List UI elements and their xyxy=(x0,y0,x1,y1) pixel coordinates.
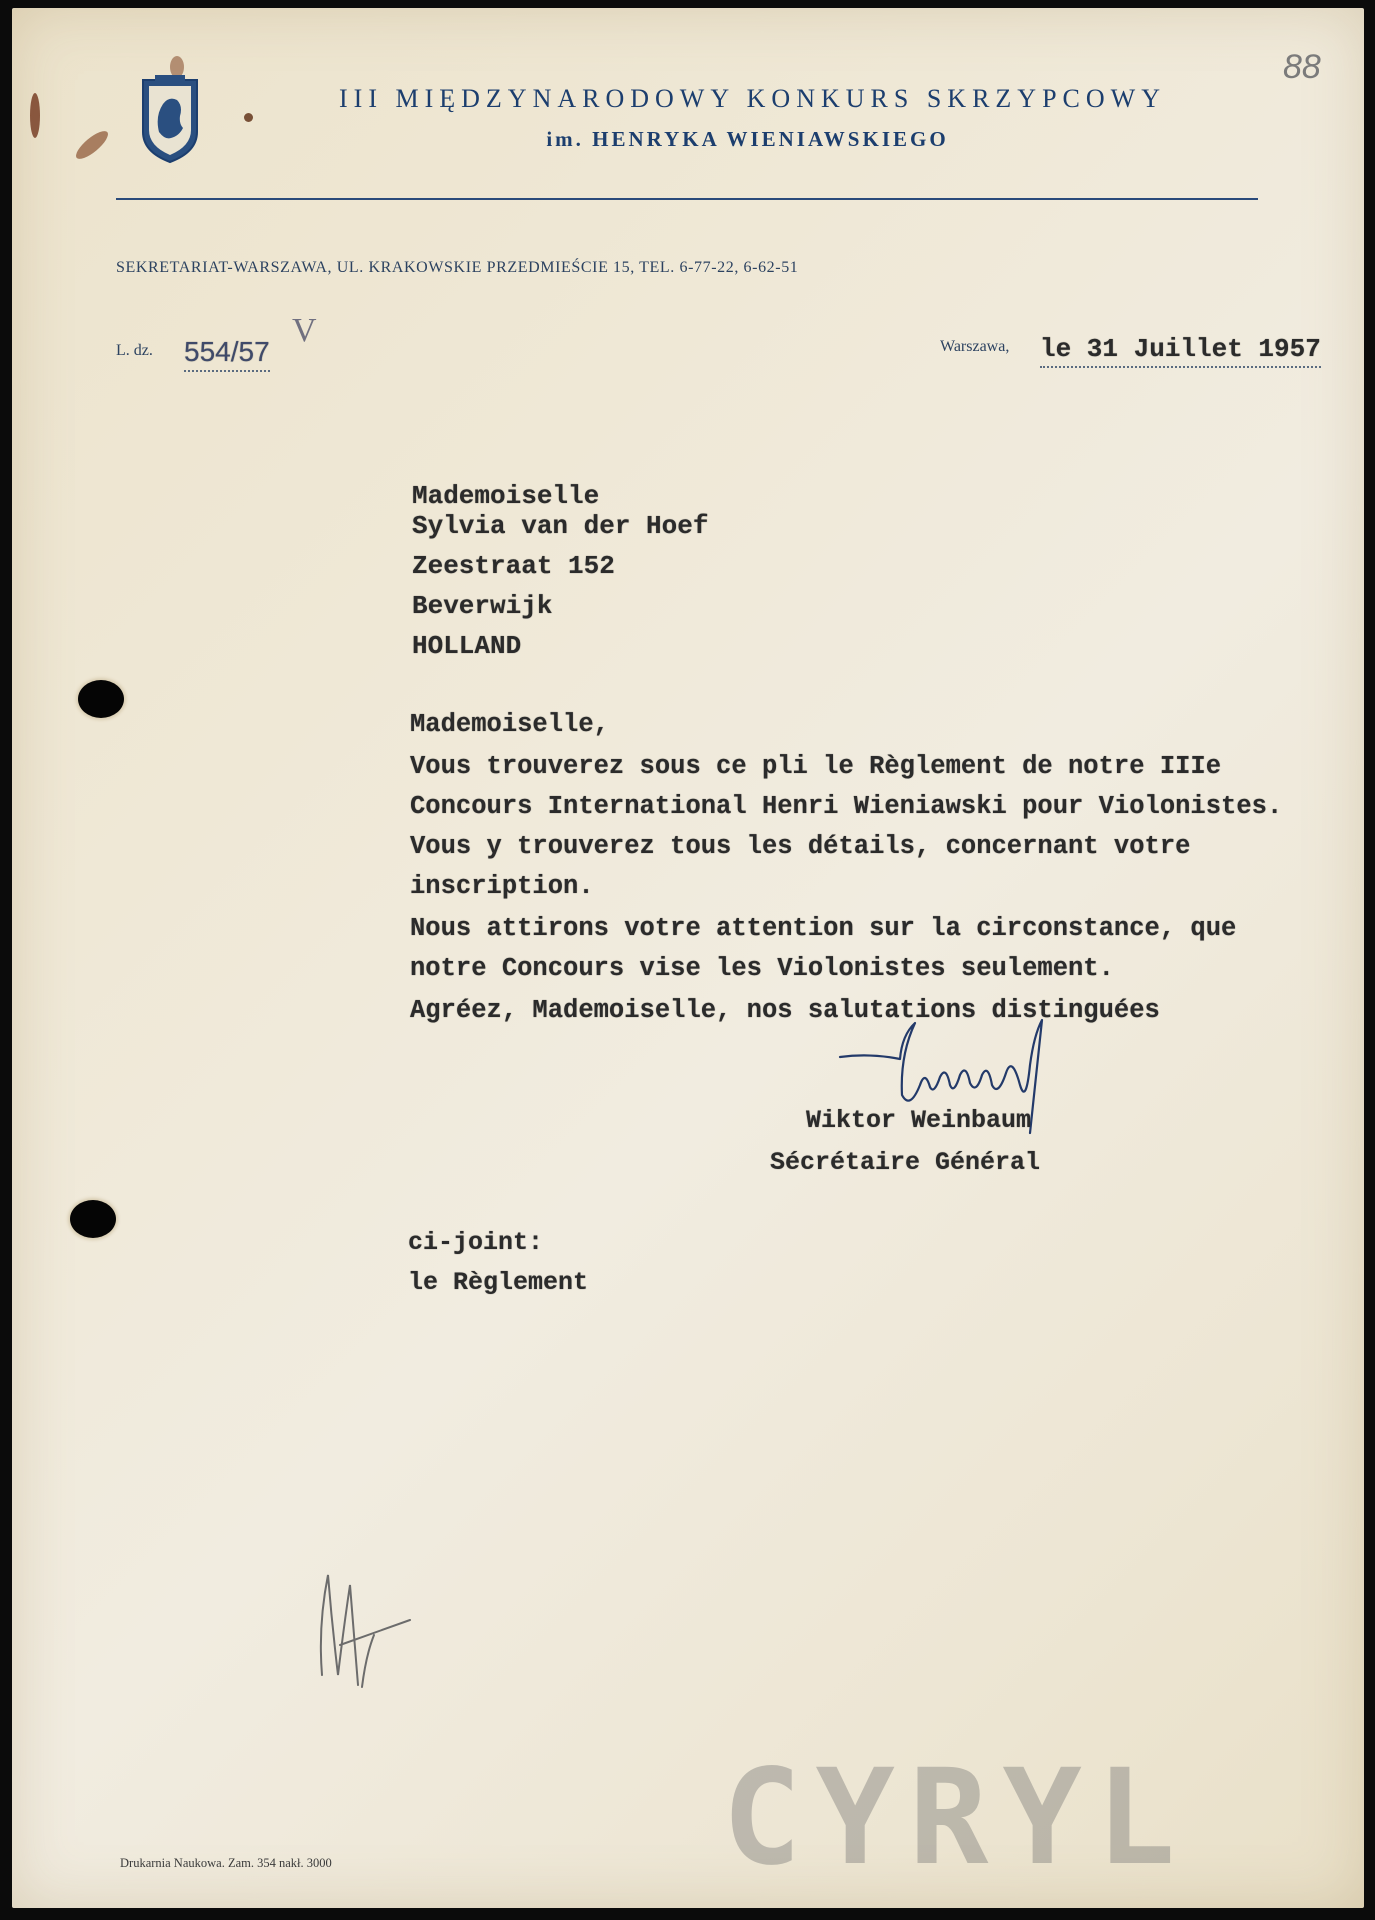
letter-line: Agréez, Mademoiselle, nos salutations distinguées xyxy=(410,996,1160,1025)
recipient-country: HOLLAND xyxy=(412,631,522,661)
contest-title: III MIĘDZYNARODOWY KONKURS SKRZYPCOWY xyxy=(339,84,1166,113)
header-divider xyxy=(116,198,1258,200)
reference-label: L. dz. xyxy=(116,342,153,359)
pencil-initials xyxy=(310,1565,430,1705)
dateline-date: le 31 Juillet 1957 xyxy=(1040,334,1321,368)
reference-number: 554/57 xyxy=(184,336,270,372)
enclosure-label: ci-joint: xyxy=(408,1228,544,1257)
recipient-name: Sylvia van der Hoef xyxy=(412,511,709,541)
punch-hole xyxy=(78,680,124,718)
page-number: 88 xyxy=(1283,48,1321,86)
cyryl-watermark: CYRYL xyxy=(722,1741,1190,1895)
letter-line: notre Concours vise les Violonistes seulement. xyxy=(410,954,1114,983)
punch-hole xyxy=(70,1200,116,1238)
letter-salutation: Mademoiselle, xyxy=(410,710,609,739)
rust-stain xyxy=(244,113,253,122)
contest-subtitle: im. HENRYKA WIENIAWSKIEGO xyxy=(546,127,949,151)
secretariat-address: SEKRETARIAT-WARSZAWA, UL. KRAKOWSKIE PRZEDMIEŚCIE 15, TEL. 6-77-22, 6-62-51 xyxy=(116,259,799,276)
signatory-name: Wiktor Weinbaum xyxy=(806,1106,1032,1135)
recipient-city: Beverwijk xyxy=(412,591,553,621)
letter-line: inscription. xyxy=(410,872,594,901)
letter-line: Vous trouverez sous ce pli le Règlement de notre IIIe xyxy=(410,752,1222,781)
dateline-place: Warszawa, xyxy=(940,338,1010,355)
signatory-title: Sécrétaire Général xyxy=(770,1148,1041,1177)
enclosure-item: le Règlement xyxy=(408,1268,589,1297)
letter-line: Vous y trouverez tous les détails, concernant votre xyxy=(410,832,1191,861)
printer-imprint: Drukarnia Naukowa. Zam. 354 nakł. 3000 xyxy=(120,1856,332,1870)
letter-line: Nous attirons votre attention sur la circonstance, que xyxy=(410,914,1237,943)
check-mark: V xyxy=(292,312,317,349)
recipient-street: Zeestraat 152 xyxy=(412,551,615,581)
letter-line: Concours International Henri Wieniawski pour Violonistes. xyxy=(410,792,1283,821)
recipient-title: Mademoiselle xyxy=(412,481,600,511)
